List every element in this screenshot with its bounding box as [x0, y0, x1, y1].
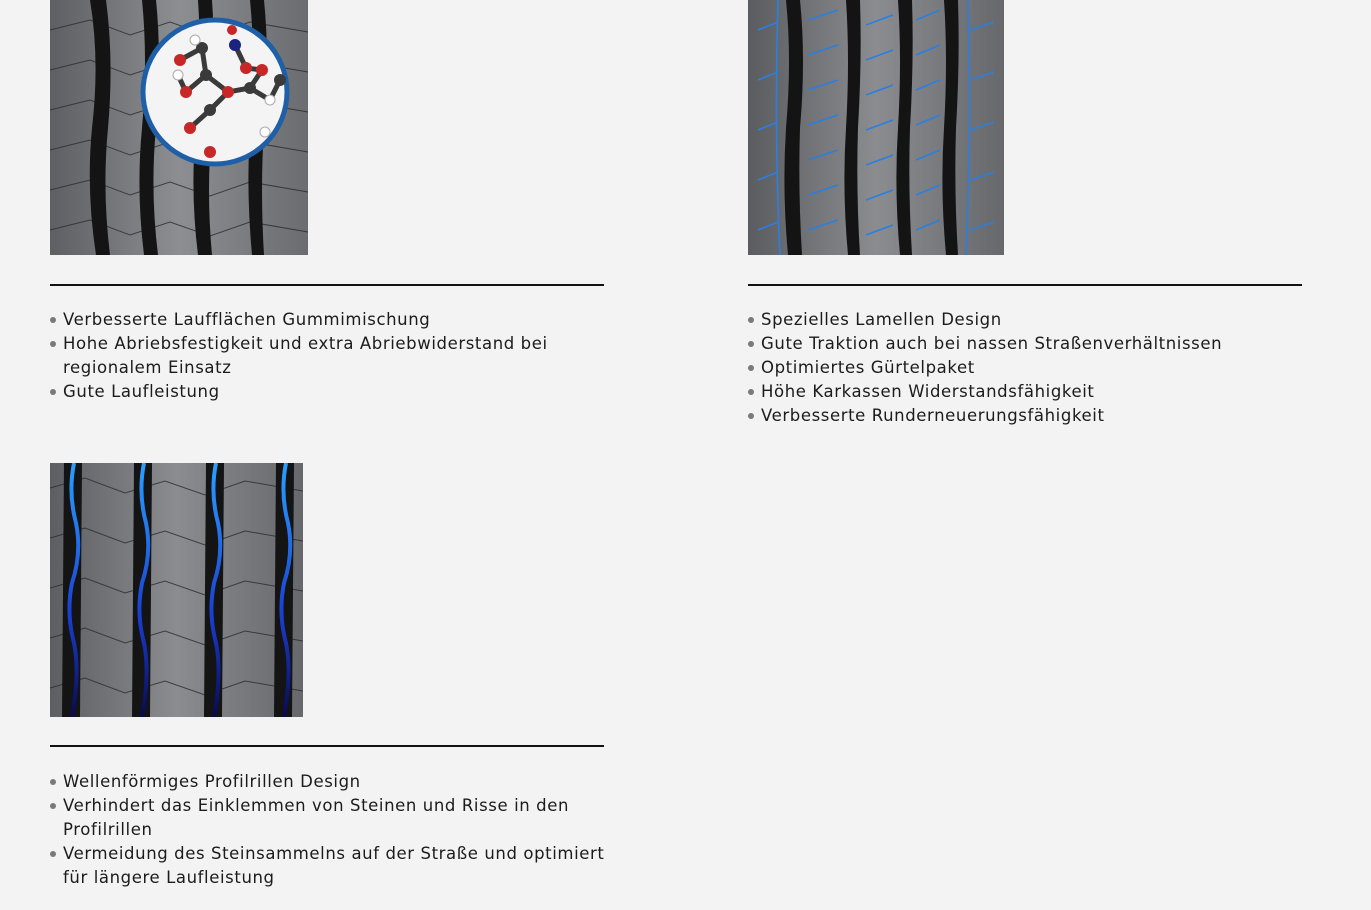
tread-sipe-design-icon — [748, 0, 1004, 255]
list-item: Gute Traktion auch bei nassen Straßenverhältnissen — [748, 332, 1348, 356]
list-item: Gute Laufleistung — [50, 380, 650, 404]
list-item: Optimiertes Gürtelpaket — [748, 356, 1348, 380]
feature-divider — [748, 284, 1302, 286]
list-item: Höhe Karkassen Widerstandsfähigkeit — [748, 380, 1348, 404]
feature-divider — [50, 284, 604, 286]
tread-compound-molecule-icon — [50, 0, 308, 255]
list-item: Hohe Abriebsfestigkeit und extra Abriebwiderstand bei regionalem Einsatz — [50, 332, 650, 380]
list-item: Vermeidung des Steinsammelns auf der Straße und optimiert für längere Laufleistung — [50, 842, 610, 890]
feature-bullet-list — [50, 308, 650, 404]
list-item: Verhindert das Einklemmen von Steinen und Risse in den Profilrillen — [50, 794, 610, 842]
feature-bullet-list — [50, 770, 610, 890]
list-item: Spezielles Lamellen Design — [748, 308, 1348, 332]
feature-divider — [50, 745, 604, 747]
list-item: Verbesserte Laufflächen Gummimischung — [50, 308, 650, 332]
list-item: Wellenförmiges Profilrillen Design — [50, 770, 610, 794]
feature-bullet-list — [748, 308, 1348, 428]
list-item: Verbesserte Runderneuerungsfähigkeit — [748, 404, 1348, 428]
tread-wave-groove-icon — [50, 463, 303, 717]
